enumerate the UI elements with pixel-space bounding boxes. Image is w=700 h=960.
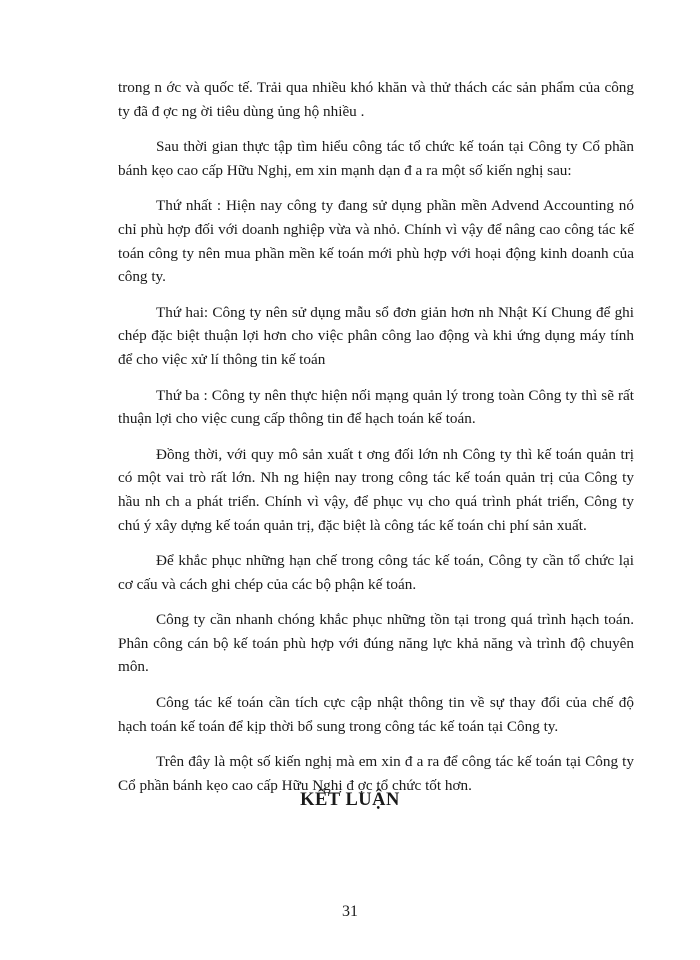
paragraph: Thứ hai: Công ty nên sử dụng mẫu sổ đơn giản hơn nh Nhật Kí Chung để ghi chép đặc biệt thuận lợi hơn cho việc phân công lao động và khi ứng dụng máy tính để cho việc xử lí thông tin kế toán [118, 303, 634, 368]
section-heading: KẾT LUẬN [300, 790, 400, 810]
paragraph: Đồng thời, với quy mô sản xuất t ơng đối lớn nh Công ty thì kế toán quản trị có một vai trò rất lớn. Nh ng hiện nay trong công tác kế toán quản trị của Công ty hầu nh ch a phát triển. Chính vì vậy, để phục vụ cho quá trình phát triển, Công ty chú ý xây dựng kế toán quản trị, đặc biệt là công tác kế toán chi phí sản xuất. [118, 445, 634, 534]
paragraph: Sau thời gian thực tập tìm hiểu công tác tổ chức kế toán tại Công ty Cổ phần bánh kẹo cao cấp Hữu Nghị, em xin mạnh dạn đ a ra một số kiến nghị sau: [118, 138, 634, 179]
document-body [118, 76, 634, 809]
page-number: 31 [342, 903, 358, 920]
paragraph: Công ty cần nhanh chóng khắc phục những tồn tại trong quá trình hạch toán. Phân công cán bộ kế toán phù hợp với đúng năng lực khả năng và trình độ chuyên môn. [118, 611, 634, 676]
paragraph: Thứ ba : Công ty nên thực hiện nối mạng quản lý trong toàn Công ty thì sẽ rất thuận lợi cho việc cung cấp thông tin để hạch toán kế toán. [118, 386, 634, 428]
paragraph: trong n ớc và quốc tế. Trải qua nhiều khó khăn và thử thách các sản phẩm của công ty đã đ ợc ng ời tiêu dùng ủng hộ nhiều . [118, 79, 634, 120]
paragraph: Để khắc phục những hạn chế trong công tác kế toán, Công ty cần tổ chức lại cơ cấu và cách ghi chép của các bộ phận kế toán. [118, 552, 634, 593]
paragraph: Công tác kế toán cần tích cực cập nhật thông tin về sự thay đổi của chế độ hạch toán kế toán để kịp thời bổ sung trong công tác kế toán tại Công ty. [118, 694, 634, 735]
paragraph: Thứ nhất : Hiện nay công ty đang sử dụng phần mền Advend Accounting nó chỉ phù hợp đối với doanh nghiệp vừa và nhỏ. Chính vì vậy để nâng cao công tác kế toán công ty nên mua phần mền kế toán mới phù hợp với hoại động kinh doanh của công ty. [118, 197, 634, 286]
paragraph: Trên đây là một số kiến nghị mà em xin đ a ra để công tác kế toán tại Công ty Cổ phần bánh kẹo cao cấp Hữu Nghị đ ợc tổ chức tốt hơn. [118, 753, 634, 794]
